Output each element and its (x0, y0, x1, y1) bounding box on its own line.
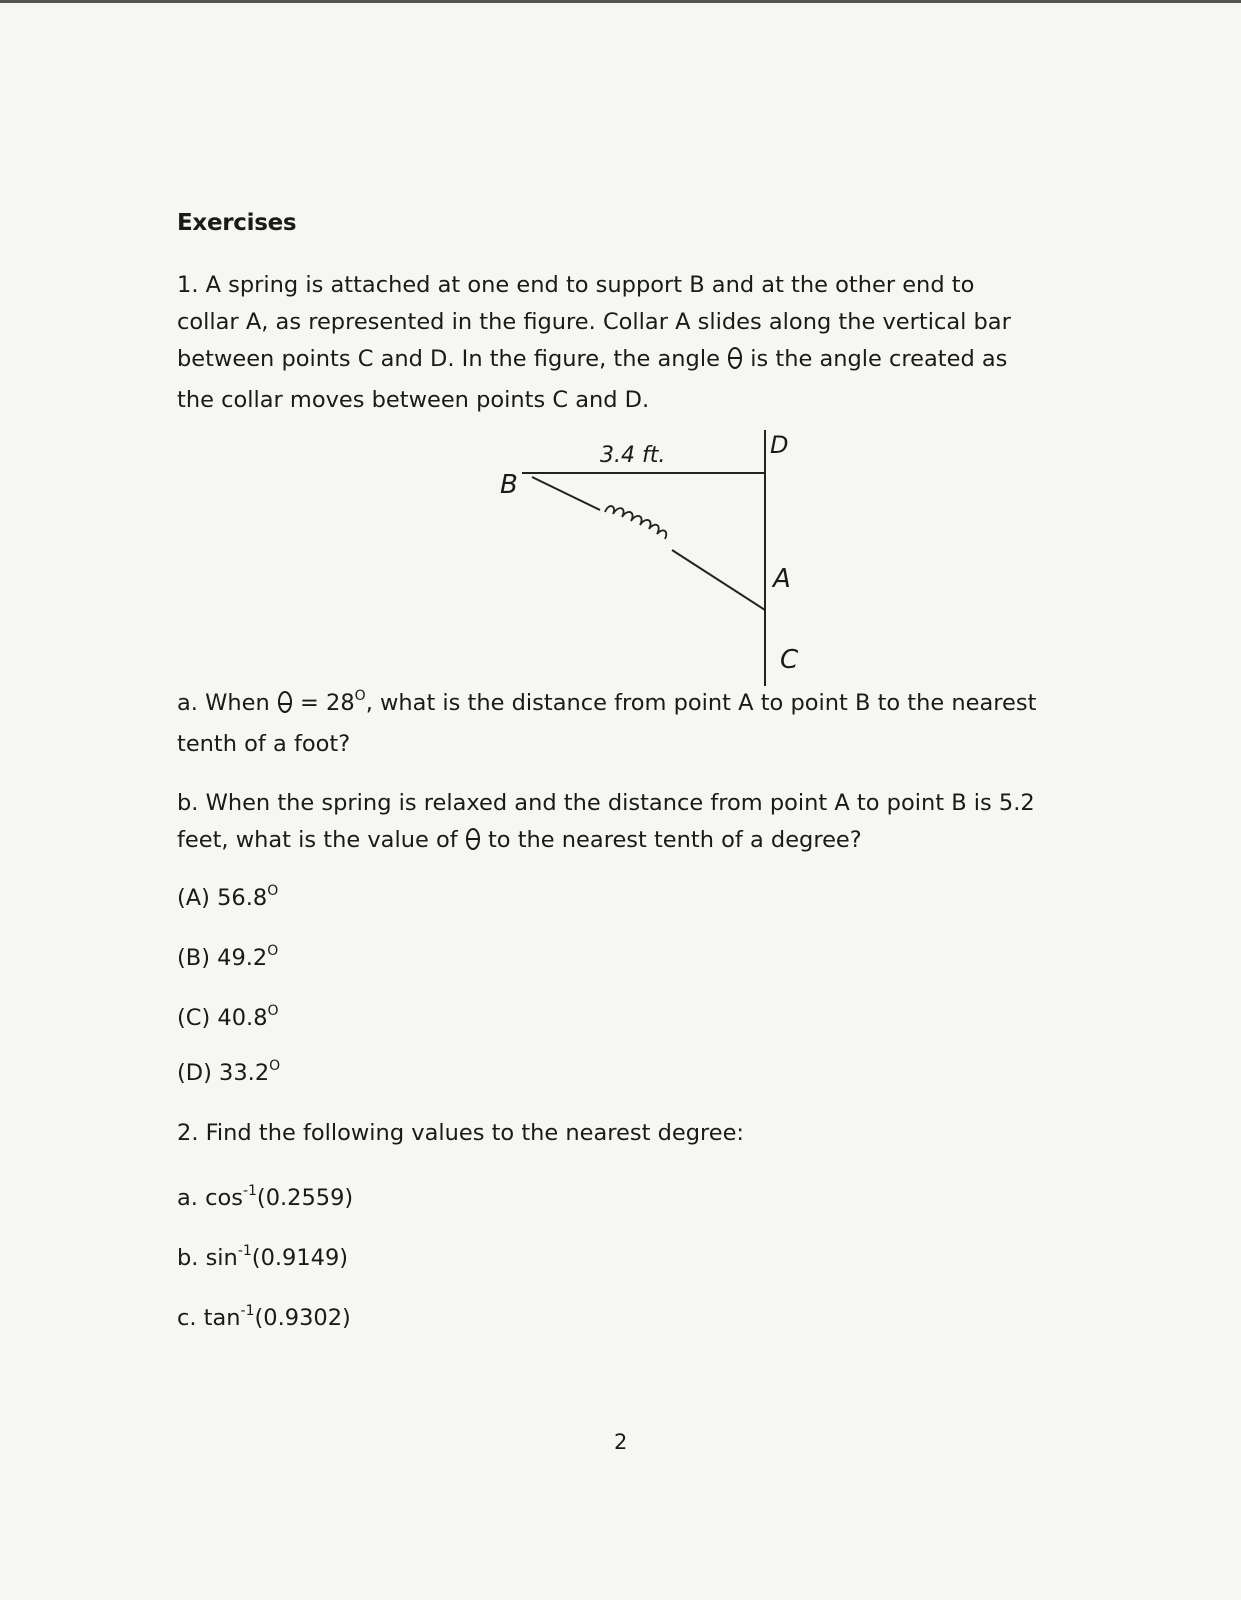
length-label: 3.4 ft. (600, 443, 666, 468)
part-a-value: = 28 (300, 690, 355, 716)
point-d-label: D (770, 431, 789, 459)
theta-icon (277, 689, 293, 726)
trig-item-a (177, 1182, 354, 1211)
option-b (177, 942, 279, 971)
spring-line-left (532, 477, 600, 510)
trig-arg: (0.2559) (256, 1185, 354, 1211)
degree-mark: O (269, 1057, 281, 1074)
problem-2-prompt: 2. Find the following values to the nearest degree: (177, 1120, 745, 1146)
part-b-prefix: feet, what is the value of (177, 827, 458, 853)
option-d-label: (D) 33.2 (177, 1060, 270, 1086)
degree-mark: O (267, 882, 279, 899)
trig-exponent: -1 (237, 1242, 252, 1259)
spring-coil-icon (605, 506, 666, 539)
part-a-line-2: tenth of a foot? (177, 731, 351, 757)
point-b-label: B (500, 470, 518, 500)
point-a-label: A (773, 564, 791, 594)
trig-func: c. tan (177, 1305, 241, 1331)
option-a (177, 882, 279, 911)
option-c (177, 1002, 279, 1031)
trig-func: a. cos (177, 1185, 243, 1211)
option-a-label: (A) 56.8 (177, 885, 268, 911)
part-a-suffix: , what is the distance from point A to point B to the nearest (365, 690, 1037, 716)
degree-mark: O (354, 687, 366, 704)
problem-1-line-3a: between points C and D. In the figure, the angle (177, 346, 720, 372)
part-a-question (177, 685, 1036, 763)
problem-1-line-4: the collar moves between points C and D. (177, 387, 650, 413)
part-a-prefix: a. When (177, 690, 270, 716)
page-number: 2 (614, 1430, 628, 1454)
trig-arg: (0.9149) (251, 1245, 349, 1271)
problem-1-line-2: collar A, as represented in the figure. Collar A slides along the vertical bar (177, 309, 1011, 335)
trig-func: b. sin (177, 1245, 238, 1271)
part-a-line-1 (177, 685, 1036, 726)
spring-line-right (672, 550, 765, 610)
trig-exponent: -1 (242, 1182, 257, 1199)
part-b-line-2 (177, 822, 1035, 863)
degree-mark: O (267, 942, 279, 959)
part-b-question (177, 785, 1035, 863)
option-b-label: (B) 49.2 (177, 945, 268, 971)
degree-mark: O (267, 1002, 279, 1019)
section-heading: Exercises (177, 210, 297, 236)
point-c-label: C (780, 645, 799, 675)
trig-item-c (177, 1302, 351, 1331)
part-b-suffix: to the nearest tenth of a degree? (487, 827, 862, 853)
theta-icon (465, 826, 481, 863)
option-c-label: (C) 40.8 (177, 1005, 268, 1031)
trig-exponent: -1 (240, 1302, 255, 1319)
trig-arg: (0.9302) (254, 1305, 351, 1331)
trig-item-b (177, 1242, 349, 1271)
problem-1-line-1: 1. A spring is attached at one end to support B and at the other end to (177, 272, 975, 298)
problem-1-line-3b: is the angle created as (750, 346, 1008, 372)
part-b-line-1: b. When the spring is relaxed and the distance from point A to point B is 5.2 (177, 790, 1035, 816)
option-d (177, 1057, 281, 1086)
